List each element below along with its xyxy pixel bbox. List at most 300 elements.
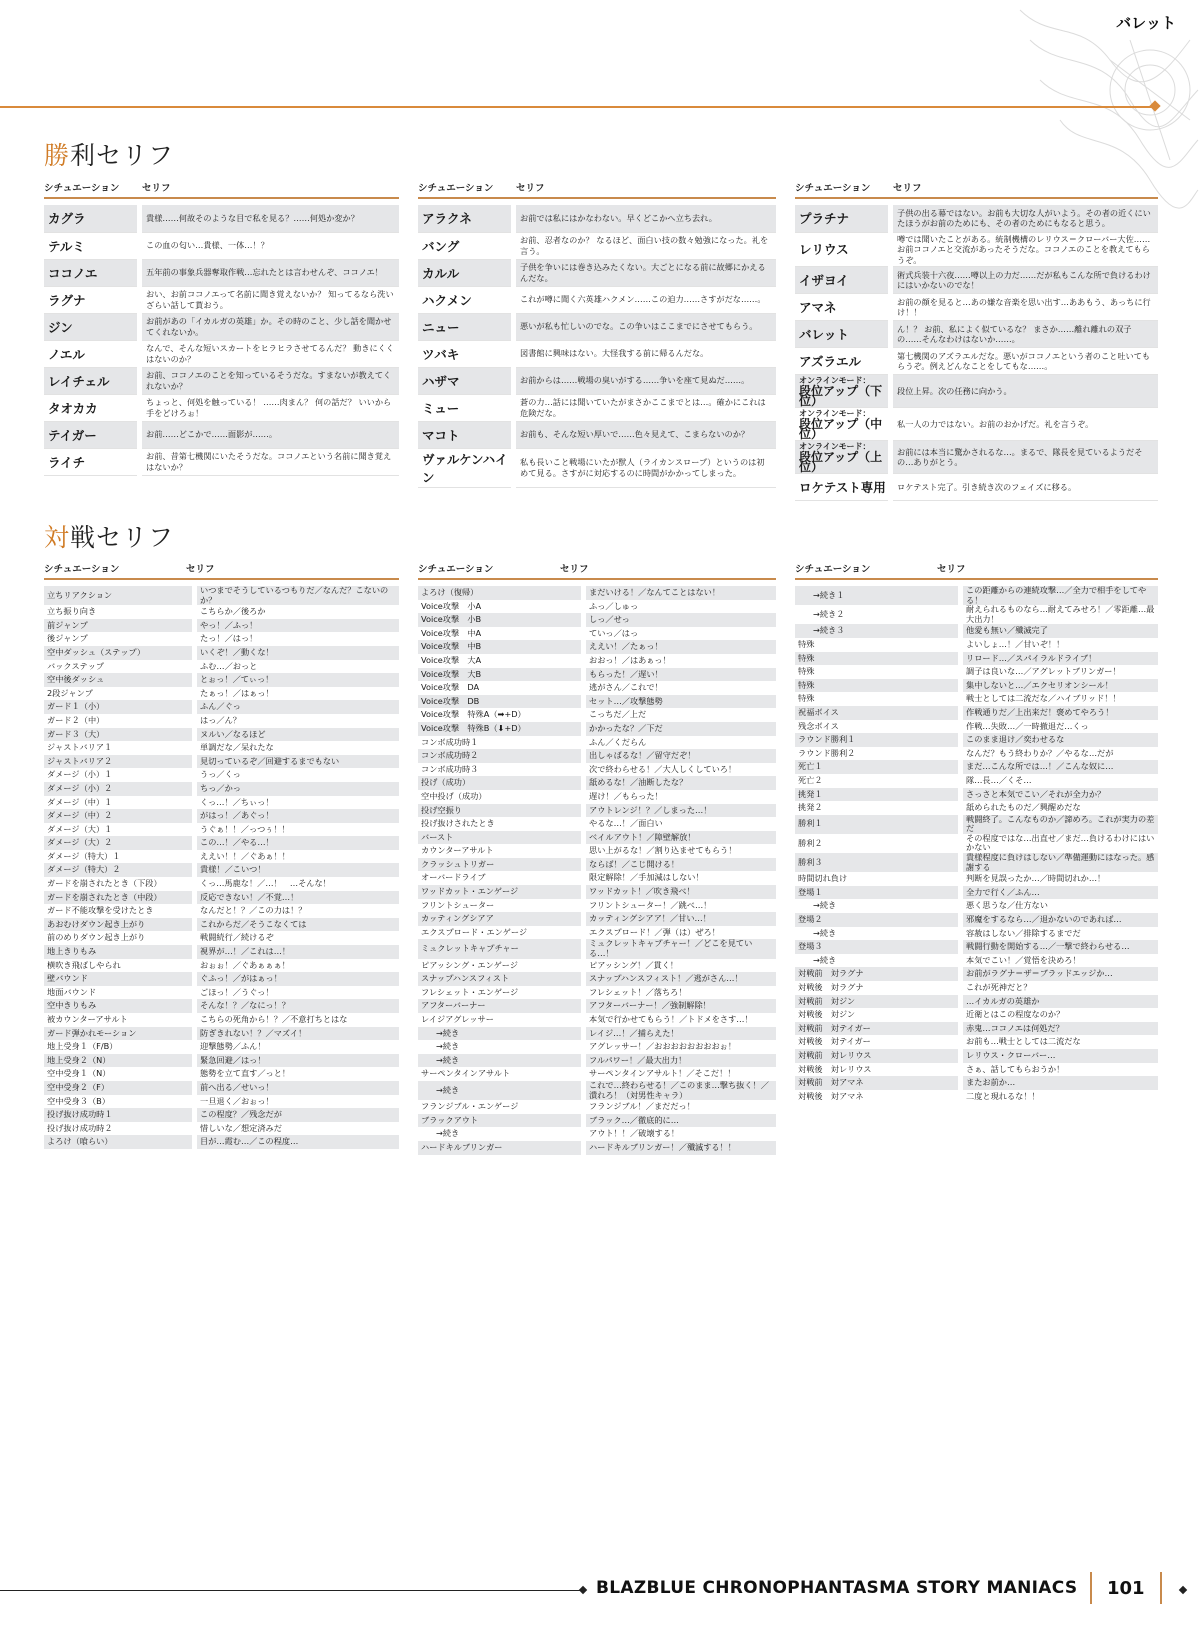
table-row xyxy=(418,205,776,232)
header-rule xyxy=(0,106,1155,108)
situation-cell: 対戦後 対アマネ xyxy=(795,1090,961,1104)
line-cell: 一旦退く／おぉっ！ xyxy=(200,1095,274,1106)
situation-cell: ガード２（中） xyxy=(44,714,195,728)
line-cell: これが死神だと？ xyxy=(966,982,1032,992)
table-row xyxy=(418,640,776,654)
table-row xyxy=(44,605,399,619)
situation-cell: ダメージ（特大）１ xyxy=(44,850,195,864)
table-row xyxy=(795,940,1158,954)
table-row xyxy=(44,448,399,475)
table-row xyxy=(44,768,399,782)
situation-cell: ダメージ（大）２ xyxy=(44,836,195,850)
line-cell: ふん／くだらん xyxy=(589,736,647,747)
situation-cell: Voice攻撃 小A xyxy=(418,600,584,614)
table-row xyxy=(44,340,399,367)
situation-cell: テルミ xyxy=(44,232,140,259)
line-cell: まだ…こんな所では…！／こんな奴に… xyxy=(961,760,1159,774)
line-cell: まだいける！／なんてことはない！ xyxy=(584,586,777,600)
line-cell: くっ…！／ちぃっ！ xyxy=(200,796,274,807)
situation-cell: 空中受身３（B） xyxy=(44,1095,195,1109)
situation-cell: ジャストバリア１ xyxy=(44,741,195,755)
situation-cell: 空中きりもみ xyxy=(44,999,195,1013)
situation-cell: 空中ダッシュ（ステップ） xyxy=(44,646,195,660)
line-cell: 段位上昇。次の任務に向かう。 xyxy=(891,375,1159,408)
table-row xyxy=(418,448,776,487)
situation-cell: 投げ空振り xyxy=(418,804,584,818)
table-row xyxy=(795,954,1158,968)
situation-cell: Voice攻撃 DA xyxy=(418,681,584,695)
table-row xyxy=(795,788,1158,802)
table-row xyxy=(44,796,399,810)
table-row xyxy=(795,638,1158,652)
situation-cell: 残念ボイス xyxy=(795,720,961,734)
line-cell: アウト！！／破壊する！ xyxy=(589,1128,680,1139)
line-cell: やっ！／ふっ！ xyxy=(195,619,400,633)
line-cell: お前がラグナ＝ザ＝ブラッドエッジか… xyxy=(961,967,1159,981)
situation-label: 段位アップ（下位） xyxy=(799,384,883,408)
column-header-line: セリフ xyxy=(937,564,966,575)
line-cell: こちらか／後ろか xyxy=(200,606,266,617)
line-cell: もらった！／遅い！ xyxy=(584,668,777,682)
line-cell: 反応できない！／不覚…！ xyxy=(195,891,400,905)
line-cell: この程度？／残念だが xyxy=(195,1108,400,1122)
situation-cell: →続き１ xyxy=(795,586,961,605)
line-cell: たぁっ！／はぁっ！ xyxy=(200,687,274,698)
table-row xyxy=(795,348,1158,375)
table-row xyxy=(418,1081,776,1100)
situation-cell: ダメージ（大）１ xyxy=(44,823,195,837)
line-cell: 作戦…失敗…／一時撤退だ…くっ xyxy=(966,720,1089,731)
line-cell: ん！？ お前、私によく似ているな？ まさか……離れ離れの双子の……そんなわけはないか……。 xyxy=(891,321,1159,348)
line-cell: 惜しいな／想定済みだ xyxy=(200,1122,282,1133)
table-row xyxy=(418,654,776,668)
line-cell: がはっ！／あぐっ！ xyxy=(195,809,400,823)
situation-cell: 祝福ボイス xyxy=(795,706,961,720)
situation-cell: 対戦前 対ジン xyxy=(795,995,961,1009)
line-cell: これで…終わらせる！／このまま…撃ち抜く！／潰れろ！（対男性キャラ） xyxy=(584,1081,777,1100)
line-cell: こちらの死角から！？／不意打ちとはな xyxy=(200,1014,348,1024)
line-cell: 戦闘終了。こんなものか／諦めろ。これが実力の差だ xyxy=(961,815,1159,834)
situation-cell: 投げ抜け成功時２ xyxy=(44,1122,195,1136)
table-row xyxy=(44,877,399,891)
situation-cell: クラッシュトリガー xyxy=(418,858,584,872)
line-cell: スナップハンスフィスト！／逃がさん…！ xyxy=(584,972,777,986)
situation-cell: コンボ成功時１ xyxy=(418,736,584,750)
table-row xyxy=(795,321,1158,348)
column-header xyxy=(44,561,399,580)
situation-cell: ヴァルケンハイン xyxy=(418,448,514,487)
situation-cell: →続き xyxy=(795,927,961,941)
situation-cell: →続き xyxy=(418,1081,584,1100)
situation-cell: 対戦後 対ジン xyxy=(795,1008,961,1022)
line-cell: セット…／攻撃態勢 xyxy=(584,695,777,709)
battle-table xyxy=(795,586,1158,1103)
line-cell: ワッドカット！／吹き飛べ！ xyxy=(584,885,777,899)
line-cell: ふむ…／おっと xyxy=(200,660,258,671)
line-cell: 舐められたものだ／興醒めだな xyxy=(966,802,1081,813)
line-cell: ていっ／はっ xyxy=(589,627,639,638)
line-cell: 緊急回避／はっ！ xyxy=(195,1054,400,1068)
situation-cell: 地上きりもみ xyxy=(44,945,195,959)
table-row xyxy=(418,763,776,777)
line-cell: ブラック…／徹底的に… xyxy=(584,1114,777,1128)
situation-cell: イザヨイ xyxy=(795,267,891,294)
line-cell: 調子は良いな…／アグレットブリンガー！ xyxy=(966,666,1121,677)
line-cell: お前には本当に驚かされるな…。まるで、隊長を見ているようだその…ありがとう。 xyxy=(891,441,1159,474)
table-row xyxy=(418,1141,776,1155)
table-row xyxy=(418,668,776,682)
situation-cell: 横吹き飛ばしやられ xyxy=(44,959,195,973)
situation-cell: ガード弾かれモーション xyxy=(44,1027,195,1041)
situation-cell: 勝利１ xyxy=(795,815,961,834)
table-row xyxy=(44,286,399,313)
situation-cell: 時間切れ負け xyxy=(795,872,961,886)
situation-cell: マコト xyxy=(418,421,514,448)
line-cell: レイジ…！／捕らえた！ xyxy=(584,1027,777,1041)
table-row xyxy=(44,619,399,633)
situation-cell: ハクメン xyxy=(418,286,514,313)
situation-cell: 対戦前 対テイガー xyxy=(795,1022,961,1036)
table-row xyxy=(44,1027,399,1041)
column-header-situation: シチュエーション xyxy=(795,564,871,575)
situation-cell: スナップハンスフィスト xyxy=(418,972,584,986)
situation-cell: 地上受身１（F/B） xyxy=(44,1040,195,1054)
table-row xyxy=(795,706,1158,720)
table-row xyxy=(44,918,399,932)
situation-cell: ダメージ（中）２ xyxy=(44,809,195,823)
line-cell: 遅け！／もらった！ xyxy=(589,790,663,801)
table-row xyxy=(418,586,776,600)
situation-cell: ロケテスト専用 xyxy=(795,474,891,501)
line-cell: 第七機関のアズラエルだな。悪いがココノエという者のこと吐いてもらうぞ。例えどんなことをしてもな……。 xyxy=(891,348,1159,375)
line-cell: エクスプロード！／弾（は）ぜろ！ xyxy=(589,926,720,937)
situation-cell: ニュー xyxy=(418,313,514,340)
situation-cell: 特殊 xyxy=(795,679,961,693)
line-cell: 戦士としては二流だな／ハイブリッド！！ xyxy=(966,693,1121,704)
table-row xyxy=(44,959,399,973)
situation-cell: アフターバーナー xyxy=(418,999,584,1013)
situation-cell: エクスプロード・エンゲージ xyxy=(418,926,584,940)
situation-cell: 被カウンターアサルト xyxy=(44,1013,195,1027)
table-row xyxy=(418,844,776,858)
situation-label: 段位アップ（中位） xyxy=(799,417,883,441)
line-cell: お前、忍者なのか？ なるほど、面白い技の数々勉強になった。礼を言う。 xyxy=(514,232,777,259)
line-cell: 作戦通りだ／上出来だ！褒めてやろう！ xyxy=(961,706,1159,720)
line-cell: 蒼の力…話には聞いていたがまさかここまでとは…。確かにこれは危険だな。 xyxy=(514,394,777,421)
situation-cell: 対戦後 対ラグナ xyxy=(795,981,961,995)
line-cell: いつまでそうしているつもりだ／なんだ？こないのか？ xyxy=(195,586,400,605)
table-row xyxy=(418,1127,776,1141)
line-cell: その程度ではな…出直せ／まだ…負けるわけにはいかない xyxy=(966,832,1155,853)
situation-cell xyxy=(795,441,891,474)
situation-cell: ガード不能攻撃を受けたとき xyxy=(44,904,195,918)
situation-cell: バックステップ xyxy=(44,660,195,674)
table-row xyxy=(44,1040,399,1054)
line-cell: なんで、そんな短いスカートをヒラヒラさせてるんだ？ 動きにくくはないのか？ xyxy=(140,340,400,367)
table-row xyxy=(795,1063,1158,1077)
table-row xyxy=(418,1114,776,1128)
line-cell: さぁ、話してもらおうか！ xyxy=(966,1063,1065,1074)
table-row xyxy=(795,886,1158,900)
situation-cell: ノエル xyxy=(44,340,140,367)
table-row xyxy=(795,995,1158,1009)
line-cell: 他愛も無い／殲滅完了 xyxy=(961,624,1159,638)
table-row xyxy=(44,999,399,1013)
situation-cell: Voice攻撃 中B xyxy=(418,640,584,654)
table-row xyxy=(44,1095,399,1109)
table-row xyxy=(795,652,1158,666)
situation-cell: 挑発２ xyxy=(795,801,961,815)
situation-cell: カルル xyxy=(418,259,514,286)
line-cell: そんな！？／なにっ！？ xyxy=(195,999,400,1013)
column-header xyxy=(795,561,1158,580)
table-row xyxy=(795,692,1158,706)
table-row xyxy=(418,831,776,845)
situation-cell: 対戦前 対ラグナ xyxy=(795,967,961,981)
table-row xyxy=(418,286,776,313)
line-cell: うっ／くっ xyxy=(200,769,241,780)
column-header xyxy=(44,180,399,199)
line-cell: お前も、そんな短い厚いで……色々見えて、こまらないのか？ xyxy=(514,421,777,448)
situation-cell: →続き xyxy=(418,1127,584,1141)
line-cell: 舐めるな！／油断したな？ xyxy=(584,776,777,790)
situation-cell: 投げ抜け成功時１ xyxy=(44,1108,195,1122)
situation-mode-label: オンラインモード： xyxy=(799,442,871,451)
situation-cell: 前ジャンプ xyxy=(44,619,195,633)
situation-cell: アズラエル xyxy=(795,348,891,375)
line-cell: 貴様程度に負けはしない／準備運動にはなった。感謝する xyxy=(961,853,1159,872)
line-cell: おぉぉ！／ぐあぁぁぁ！ xyxy=(200,959,290,970)
situation-cell: アマネ xyxy=(795,294,891,321)
table-row xyxy=(418,926,776,940)
line-cell: おおっ！／はあぁっ！ xyxy=(589,654,671,665)
victory-column-1 xyxy=(44,180,399,476)
table-row xyxy=(795,232,1158,267)
situation-cell: コンボ成功時３ xyxy=(418,763,584,777)
line-cell: アウトレンジ！？／しまった…！ xyxy=(584,804,777,818)
situation-cell: 空中後ダッシュ xyxy=(44,673,195,687)
situation-cell: ダメージ（小）１ xyxy=(44,768,195,782)
victory-column-3 xyxy=(795,180,1158,501)
table-row xyxy=(418,986,776,1000)
battle-column-3 xyxy=(795,561,1158,1103)
line-cell: 図書館に興味はない。大怪我する前に帰るんだな。 xyxy=(514,340,777,367)
battle-column-2 xyxy=(418,561,776,1155)
table-row xyxy=(44,586,399,605)
situation-cell: 特殊 xyxy=(795,638,961,652)
line-cell: 二度と現れるな！！ xyxy=(966,1090,1040,1101)
table-row xyxy=(795,760,1158,774)
table-row xyxy=(418,972,776,986)
battle-title-rest: 戦セリフ xyxy=(70,523,175,552)
line-cell: お前、昔第七機関にいたそうだな。ココノエという名前に聞き覚えはないか？ xyxy=(140,448,400,475)
situation-cell: オーバードライブ xyxy=(418,871,584,885)
table-row xyxy=(418,939,776,958)
line-cell: お前も…戦士としては二流だな xyxy=(966,1036,1081,1047)
situation-cell: 壁バウンド xyxy=(44,972,195,986)
footer-rule-diamond xyxy=(579,1586,587,1594)
situation-cell: →続き２ xyxy=(795,605,961,624)
line-cell: このまま退け／奕わせるな xyxy=(961,733,1159,747)
table-row xyxy=(418,1100,776,1114)
situation-cell: 地面バウンド xyxy=(44,986,195,1000)
table-row xyxy=(44,1013,399,1027)
line-cell: くっ…馬鹿な！／…！ …そんな！ xyxy=(200,878,331,889)
situation-cell: ピアッシング・エンゲージ xyxy=(418,959,584,973)
line-cell: これからだ／そうこなくては xyxy=(195,918,400,932)
line-cell: 前へ出る／せいっ！ xyxy=(195,1081,400,1095)
line-cell: 本気で行かせてもらう！／トドメをさす…！ xyxy=(589,1014,753,1024)
table-row xyxy=(418,899,776,913)
situation-cell: ジャストバリア２ xyxy=(44,755,195,769)
table-row xyxy=(418,885,776,899)
table-row xyxy=(795,853,1158,872)
situation-cell: ハザマ xyxy=(418,367,514,394)
table-row xyxy=(795,665,1158,679)
table-row xyxy=(418,817,776,831)
situation-cell: →続き xyxy=(418,1040,584,1054)
table-row xyxy=(44,687,399,701)
table-row xyxy=(795,967,1158,981)
line-cell: うぐぁ！！／っつぅ！！ xyxy=(200,823,290,834)
line-cell: お前では私にはかなわない。早くどこかへ立ち去れ。 xyxy=(514,205,777,232)
situation-cell: →続き xyxy=(418,1027,584,1041)
situation-cell: 登場１ xyxy=(795,886,961,900)
line-cell: ならば！／こじ開ける！ xyxy=(584,858,777,872)
situation-cell: フランジブル・エンゲージ xyxy=(418,1100,584,1114)
line-cell: お前があの「イカルガの英雄」か。その時のこと、少し話を聞かせてくれないか。 xyxy=(140,313,400,340)
line-cell: 次で終わらせる！／大人しくしていろ！ xyxy=(589,763,737,774)
line-cell: ミュクレットキャプチャー！／どこを見ている…！ xyxy=(584,939,777,958)
situation-cell: 空中受身２（F） xyxy=(44,1081,195,1095)
situation-cell: フリントシューター xyxy=(418,899,584,913)
table-row xyxy=(418,627,776,641)
line-cell: 五年前の事象兵器奪取作戦…忘れたとは言わせんぞ、ココノエ！ xyxy=(140,259,400,286)
line-cell: お前からは……戦場の臭いがする……争いを座て見ぬだ……。 xyxy=(514,367,777,394)
line-cell: 逃がさん／これで！ xyxy=(589,682,663,693)
table-row xyxy=(795,1008,1158,1022)
table-row xyxy=(44,1081,399,1095)
table-row xyxy=(418,804,776,818)
table-row xyxy=(418,858,776,872)
column-header-line: セリフ xyxy=(186,564,215,575)
situation-cell: →続き３ xyxy=(795,624,961,638)
situation-cell xyxy=(795,408,891,441)
line-cell: フレシェット！／落ちろ！ xyxy=(589,986,687,997)
table-row xyxy=(418,1067,776,1081)
situation-cell: コンボ成功時２ xyxy=(418,749,584,763)
situation-label: 段位アップ（上位） xyxy=(799,450,883,474)
victory-title-highlight: 勝 xyxy=(44,141,71,170)
table-row xyxy=(795,205,1158,232)
table-row xyxy=(795,913,1158,927)
footer-book-title: BLAZBLUE CHRONOPHANTASMA STORY MANIACS xyxy=(596,1578,1078,1598)
situation-cell: →続き xyxy=(418,1054,584,1068)
page-number: 101 xyxy=(1107,1578,1145,1599)
situation-cell: Voice攻撃 特殊A（➡+D） xyxy=(418,708,584,722)
column-header-line: セリフ xyxy=(893,183,922,194)
table-row xyxy=(795,1035,1158,1049)
line-cell: いくぞ！／動くな！ xyxy=(195,646,400,660)
situation-cell: バレット xyxy=(795,321,891,348)
situation-cell: Voice攻撃 特殊B（⬇+D） xyxy=(418,722,584,736)
situation-cell: 地上受身２（N） xyxy=(44,1054,195,1068)
line-cell: やるな…！／面白い xyxy=(589,818,663,829)
battle-column-1 xyxy=(44,561,399,1149)
table-row xyxy=(418,722,776,736)
situation-cell: ガード１（小） xyxy=(44,700,195,714)
victory-table xyxy=(418,205,776,488)
table-row xyxy=(44,232,399,259)
situation-cell: バースト xyxy=(418,831,584,845)
table-row xyxy=(418,259,776,286)
line-cell: たっ！／はっ！ xyxy=(200,633,258,644)
line-cell: さっさと本気でこい／それが全力か？ xyxy=(961,788,1159,802)
situation-cell: タオカカ xyxy=(44,394,140,421)
situation-cell: ガードを崩されたとき（下段） xyxy=(44,877,195,891)
situation-cell: 特殊 xyxy=(795,652,961,666)
line-cell: アグレッサー！／おおおおおおおおぉ！ xyxy=(589,1041,737,1052)
line-cell: 視界が…！／これは…！ xyxy=(195,945,400,959)
table-row xyxy=(418,790,776,804)
situation-cell: ダメージ（中）１ xyxy=(44,796,195,810)
line-cell: 態勢を立て直す／っと！ xyxy=(200,1068,291,1079)
table-row xyxy=(44,421,399,448)
table-row xyxy=(44,367,399,394)
line-cell: 単調だな／呆れたな xyxy=(200,742,274,753)
table-row xyxy=(795,801,1158,815)
victory-table xyxy=(795,205,1158,501)
situation-cell: ミュクレットキャプチャー xyxy=(418,939,584,958)
table-row xyxy=(44,850,399,864)
table-row xyxy=(44,728,399,742)
table-row xyxy=(418,912,776,926)
line-cell: 出しゃばるな！／留守だぞ！ xyxy=(584,749,777,763)
table-row xyxy=(418,1013,776,1027)
table-row xyxy=(418,959,776,973)
situation-cell: 前のめりダウン起き上がり xyxy=(44,931,195,945)
line-cell: 集中しないと…／エクセリオンシール！ xyxy=(961,679,1159,693)
table-row xyxy=(44,863,399,877)
table-row xyxy=(418,776,776,790)
table-row xyxy=(795,927,1158,941)
footer-rule xyxy=(0,1590,585,1591)
situation-cell: よろけ（復帰） xyxy=(418,586,584,600)
line-cell: ごほっ！／うぐっ！ xyxy=(200,986,274,997)
column-header xyxy=(418,180,776,199)
situation-cell: ダメージ（小）２ xyxy=(44,782,195,796)
situation-cell: 対戦前 対レリウス xyxy=(795,1049,961,1063)
line-cell: 近衛とはこの程度なのか？ xyxy=(966,1009,1065,1020)
table-row xyxy=(418,871,776,885)
table-row xyxy=(795,720,1158,734)
table-row xyxy=(44,836,399,850)
table-row xyxy=(795,474,1158,501)
line-cell: フランジブル！／まだだっ！ xyxy=(589,1101,695,1112)
situation-cell: 2段ジャンプ xyxy=(44,687,195,701)
line-cell: ええい！！／ぐあぁ！！ xyxy=(200,850,290,861)
table-row xyxy=(44,809,399,823)
table-row xyxy=(795,899,1158,913)
column-header-line: セリフ xyxy=(516,183,545,194)
situation-cell: バング xyxy=(418,232,514,259)
situation-cell: Voice攻撃 DB xyxy=(418,695,584,709)
victory-table xyxy=(44,205,399,476)
column-header-line: セリフ xyxy=(560,564,589,575)
situation-cell: 対戦後 対テイガー xyxy=(795,1035,961,1049)
table-row xyxy=(418,394,776,421)
line-cell: 私一人の力ではない。お前のおかげだ。礼を言うぞ。 xyxy=(891,408,1159,441)
